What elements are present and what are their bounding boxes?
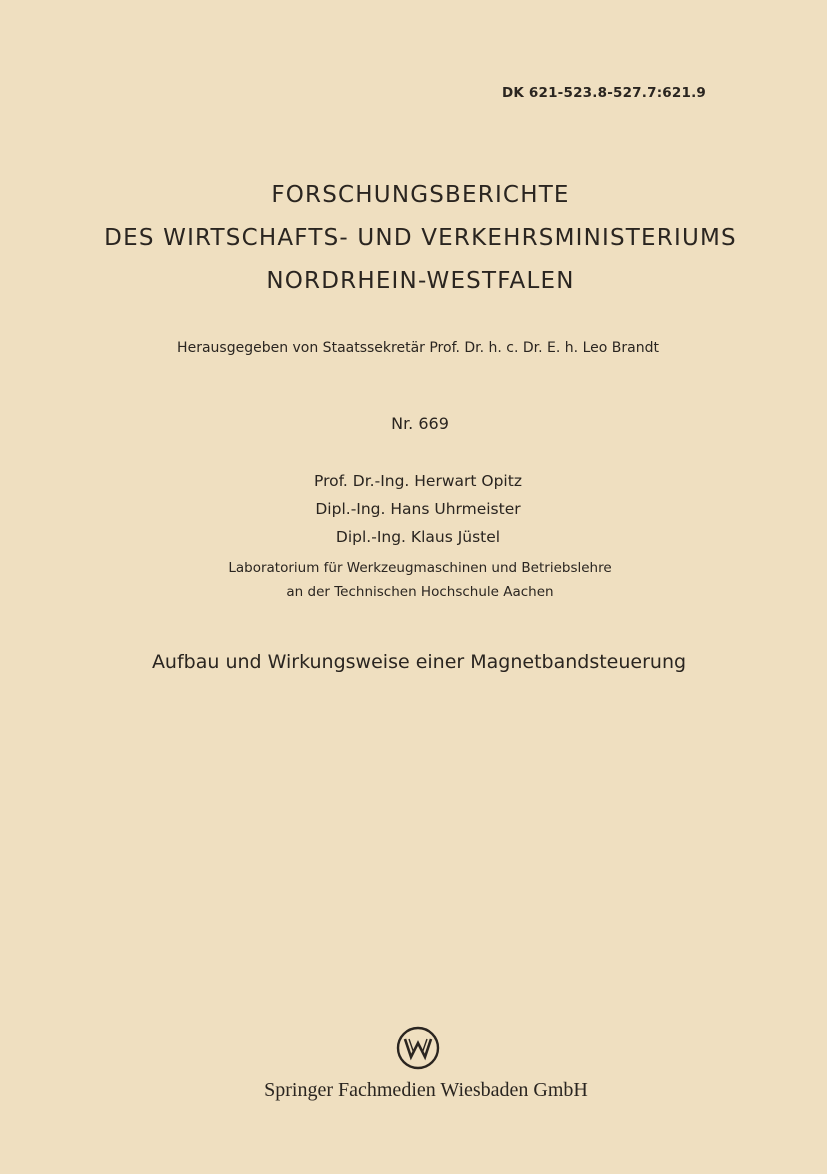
author: Dipl.-Ing. Hans Uhrmeister [315, 500, 521, 518]
publisher-logo-icon [396, 1026, 440, 1070]
editor-line: Herausgegeben von Staatssekretär Prof. Dr. h. c. Dr. E. h. Leo Brandt [177, 340, 659, 356]
series-title-line: NORDRHEIN-WESTFALEN [266, 268, 575, 294]
series-title-line: FORSCHUNGSBERICHTE [271, 182, 570, 208]
series-title [0, 174, 827, 303]
institute-line: an der Technischen Hochschule Aachen [286, 584, 554, 600]
author-list [0, 467, 827, 551]
institute [0, 556, 827, 604]
author: Prof. Dr.-Ing. Herwart Opitz [314, 472, 522, 490]
author: Dipl.-Ing. Klaus Jüstel [335, 528, 501, 546]
publisher-name: Springer Fachmedien Wiesbaden GmbH [264, 1079, 588, 1101]
book-title: Aufbau und Wirkungsweise einer Magnetbandsteuerung [151, 651, 687, 673]
series-title-line: DES WIRTSCHAFTS- UND VERKEHRSMINISTERIUMS [104, 225, 737, 251]
report-number: Nr. 669 [391, 414, 449, 433]
classification-code: DK 621-523.8-527.7:621.9 [501, 85, 706, 101]
institute-line: Laboratorium für Werkzeugmaschinen und Betriebslehre [228, 560, 612, 576]
